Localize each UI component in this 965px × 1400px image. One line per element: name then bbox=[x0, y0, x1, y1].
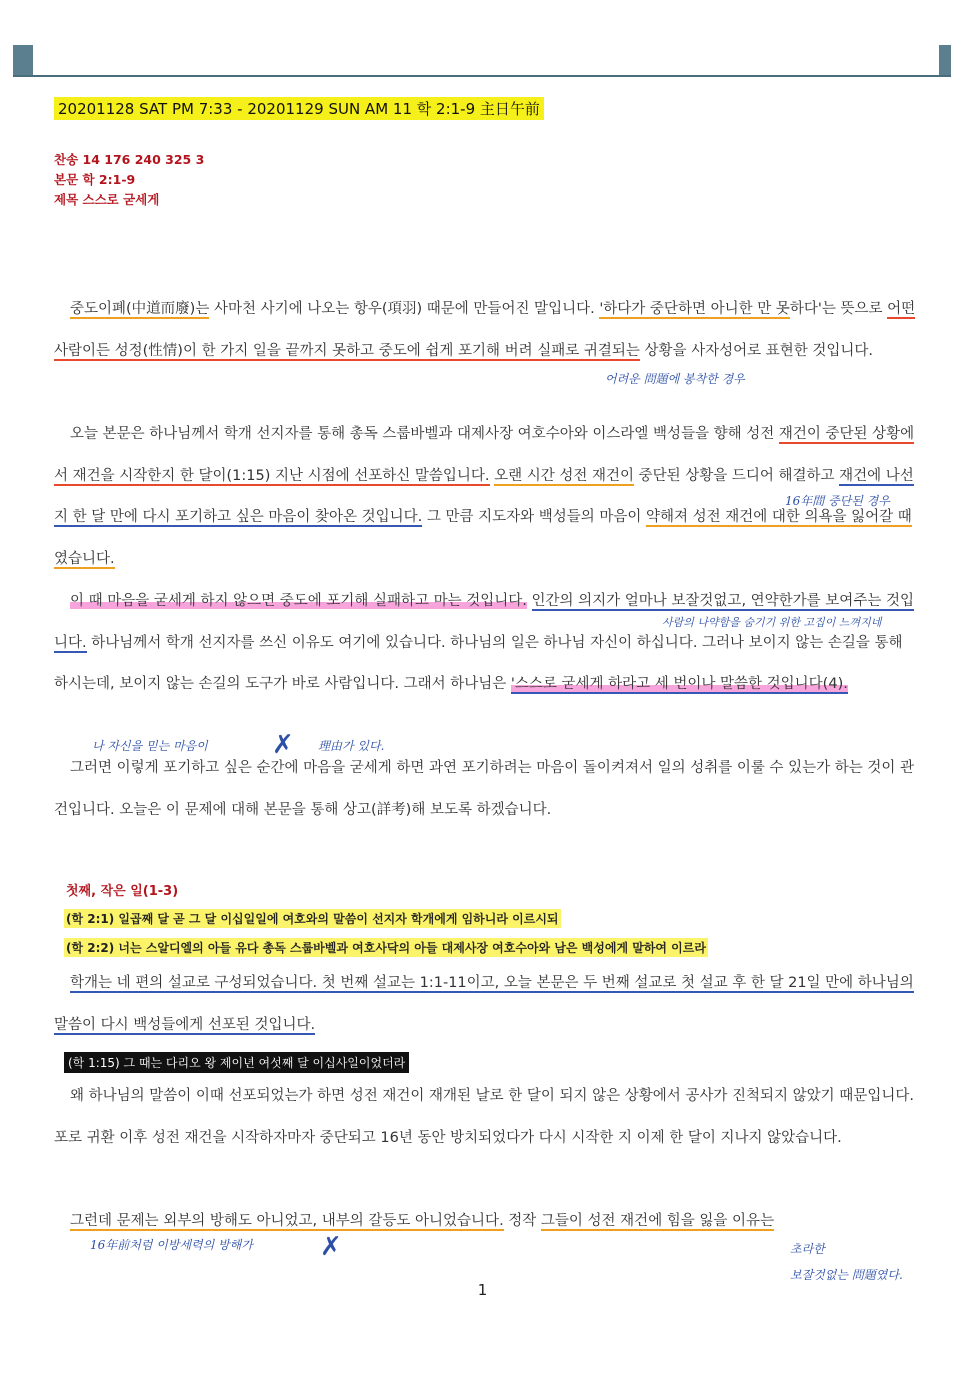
page-frame-left-bar bbox=[13, 45, 33, 75]
section-1-paragraph-2: 왜 하나님의 말씀이 이때 선포되었는가 하면 성전 재건이 재개된 날로 한 달이 되지 않은 상황에서 공사가 진척되지 않았기 때문입니다. 포로 귀환 이후 성전 재건을 시작하자마자 중단되고 16년 동안 방치되었다가 다시 시작한 지 이제 한 달이 지나지 않았습니다. bbox=[54, 1088, 914, 1146]
handwritten-note-difficult-problem: 어려운 問題에 봉착한 경우 bbox=[605, 372, 745, 386]
intro-paragraph-3: 이 때 마음을 굳세게 하지 않으면 중도에 포기해 실패하고 마는 것입니다. 인간의 의지가 얼마나 보잘것없고, 연약한가를 보여주는 것입니다. 하나님께서 학개 선지자를 쓰신 이유도 여기에 있습니다. 하나님의 일은 하나님 자신이 하십니다. 그러나 보이지 않는 손길을 통해 하시는데, 보이지 않는 손길의 도구가 바로 사람입니다. 그래서 하나님은 '스스로 굳세게 하라고 세 번이나 말씀한 것입니다(4). bbox=[54, 593, 914, 693]
intro-paragraph-2: 오늘 본문은 하나님께서 학개 선지자를 통해 총독 스룹바벨과 대제사장 여호수아와 이스라엘 백성들을 향해 성전 재건이 중단된 상황에서 재건을 시작한지 한 달이(1:15) 지난 시점에 선포하신 말씀입니다. 오랜 시간 성전 재건이 중단된 상황을 드디어 해결하고 재건에 나선지 한 달 만에 다시 포기하고 싶은 마음이 찾아온 것입니다. 그 만큼 지도자와 백성들의 마음이 약해져 성전 재건에 대한 의욕을 잃어갈 때였습니다. bbox=[54, 426, 915, 567]
handwritten-note-16-years: 16年間 중단된 경우 bbox=[785, 494, 890, 508]
section-1-paragraph-3: 그런데 문제는 외부의 방해도 아니었고, 내부의 갈등도 아니었습니다. 정작 그들이 성전 재건에 힘을 잃을 이유는 bbox=[70, 1213, 775, 1229]
sermon-title: 제목 스스로 굳세게 bbox=[54, 192, 160, 207]
page-frame-right-bar bbox=[939, 45, 951, 75]
section-1-paragraph-1: 학개는 네 편의 설교로 구성되었습니다. 첫 번째 설교는 1:1-11이고, 오늘 본문은 두 번째 설교로 첫 설교 후 한 달 21일 만에 하나님의 말씀이 다시 백성들에게 선포된 것입니다. bbox=[54, 975, 914, 1033]
section-1-heading: 첫째, 작은 일(1-3) bbox=[66, 884, 179, 899]
page-frame-top-rule bbox=[13, 75, 951, 77]
date-header: 20201128 SAT PM 7:33 - 20201129 SUN AM 11 학 2:1-9 主日午前 bbox=[54, 97, 544, 120]
handwritten-note-trivial-problem: 보잘것없는 問題였다. bbox=[790, 1268, 903, 1282]
verse-hag-2-2: (학 2:2) 너는 스알디엘의 아들 유다 총독 스룹바벨과 여호사닥의 아들 대제사장 여호수아와 남은 백성에게 말하여 이르라 bbox=[64, 938, 708, 957]
verse-hag-1-15: (학 1:15) 그 때는 다리오 왕 제이년 여섯째 달 이십사일이었더라 bbox=[64, 1052, 409, 1073]
intro-paragraph-4: 그러면 이렇게 포기하고 싶은 순간에 마음을 굳세게 하면 과연 포기하려는 마음이 돌이켜져서 일의 성취를 이룰 수 있는가 하는 것이 관건입니다. 오늘은 이 문제에 대해 본문을 통해 상고(詳考)해 보도록 하겠습니다. bbox=[54, 760, 914, 818]
handwritten-cross-mark: ✗ bbox=[272, 730, 294, 760]
sermon-meta bbox=[54, 150, 204, 210]
intro-paragraph-1: 중도이폐(中道而廢)는 사마천 사기에 나오는 항우(項羽) 때문에 만들어진 말입니다. '하다가 중단하면 아니한 만 못하다'는 뜻으로 어떤 사람이든 성정(性情)이 한 가지 일을 끝까지 못하고 중도에 쉽게 포기해 버려 실패로 귀결되는 상황을 사자성어로 표현한 것입니다. bbox=[54, 301, 916, 359]
handwritten-note-believe-self: 나 자신을 믿는 마음이 bbox=[92, 739, 208, 753]
scripture-reference: 본문 학 2:1-9 bbox=[54, 172, 136, 187]
handwritten-cross-mark-2: ✗ bbox=[320, 1232, 342, 1262]
handwritten-note-outside-interference: 16年前처럼 이방세력의 방해가 bbox=[90, 1238, 253, 1252]
hymn-numbers: 찬송 14 176 240 325 3 bbox=[54, 152, 205, 167]
page-number: 1 bbox=[477, 1281, 488, 1299]
handwritten-note-human-weakness: 사람의 나약함을 숨기기 위한 고집이 느껴지네 bbox=[662, 616, 882, 629]
handwritten-note-reason: 理由가 있다. bbox=[318, 739, 385, 753]
handwritten-note-humble: 초라한 bbox=[790, 1242, 825, 1256]
verse-hag-2-1: (학 2:1) 일곱째 달 곧 그 달 이십일일에 여호와의 말씀이 선지자 학개에게 임하니라 이르시되 bbox=[64, 909, 561, 928]
